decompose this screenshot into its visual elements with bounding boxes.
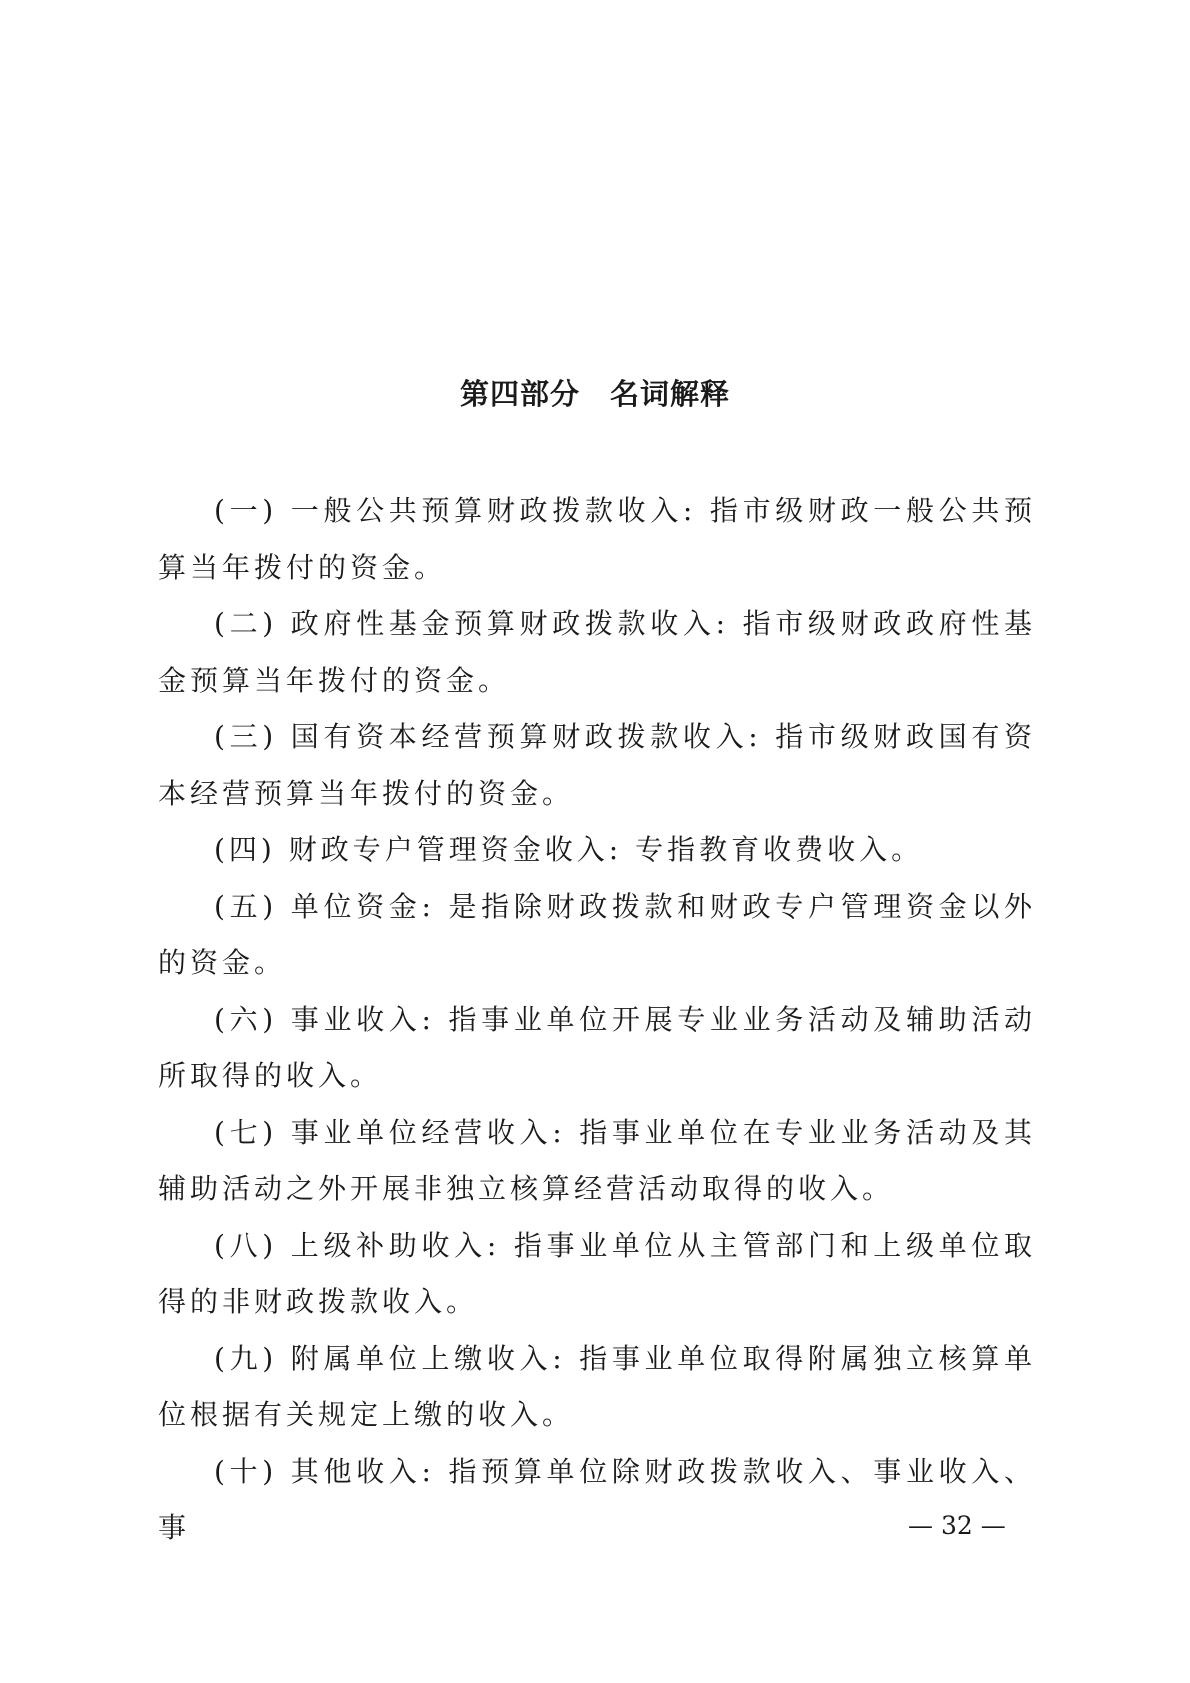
page-number: — 32 — bbox=[908, 1511, 1006, 1540]
paragraph-2: (二) 政府性基金预算财政拨款收入: 指市级财政政府性基金预算当年拨付的资金。 bbox=[158, 607, 1036, 697]
section-title: 第四部分 名词解释 bbox=[459, 377, 730, 411]
paragraph-5: (五) 单位资金: 是指除财政拨款和财政专户管理资金以外的资金。 bbox=[158, 889, 1036, 979]
paragraph-8: (八) 上级补助收入: 指事业单位从主管部门和上级单位取得的非财政拨款收入。 bbox=[158, 1228, 1036, 1318]
paragraph-4: (四) 财政专户管理资金收入: 专指教育收费收入。 bbox=[214, 833, 924, 866]
paragraph-9: (九) 附属单位上缴收入: 指事业单位取得附属独立核算单位根据有关规定上缴的收入。 bbox=[158, 1341, 1036, 1431]
paragraph-3: (三) 国有资本经营预算财政拨款收入: 指市级财政国有资本经营预算当年拨付的资金。 bbox=[158, 720, 1036, 810]
paragraph-7: (七) 事业单位经营收入: 指事业单位在专业业务活动及其辅助活动之外开展非独立核算经营活动取得的收入。 bbox=[158, 1115, 1036, 1205]
paragraph-10: (十) 其他收入: 指预算单位除财政拨款收入、事业收入、事 bbox=[158, 1454, 1036, 1544]
paragraph-6: (六) 事业收入: 指事业单位开展专业业务活动及辅助活动所取得的收入。 bbox=[158, 1002, 1036, 1092]
paragraph-1: (一) 一般公共预算财政拨款收入: 指市级财政一般公共预算当年拨付的资金。 bbox=[158, 494, 1036, 584]
body-text bbox=[158, 483, 1036, 1557]
